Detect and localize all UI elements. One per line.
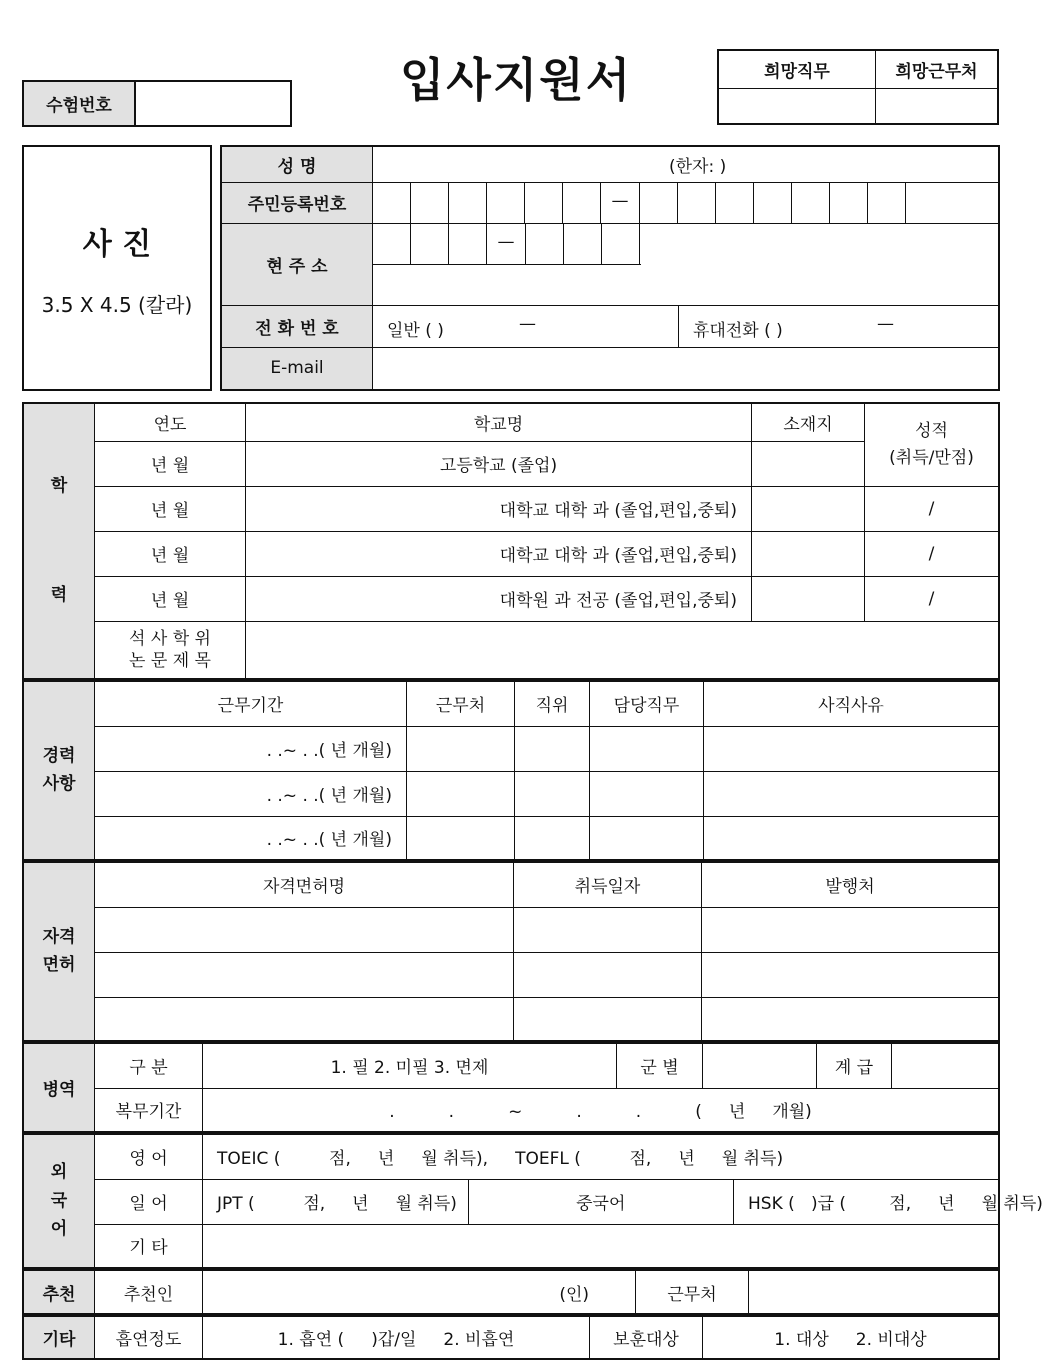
education-year[interactable]: 년 월 xyxy=(95,576,246,621)
phone-general-dash: — xyxy=(519,313,536,334)
education-grade[interactable]: / xyxy=(865,486,1000,531)
hanja-text: (한자: ) xyxy=(669,156,727,177)
license-issuer[interactable] xyxy=(702,907,1000,952)
license-name[interactable] xyxy=(95,997,514,1041)
address-field[interactable] xyxy=(373,223,1000,305)
education-grade[interactable]: / xyxy=(865,531,1000,576)
smoking-label: 흡연정도 xyxy=(95,1316,203,1359)
career-reason[interactable] xyxy=(704,726,1000,771)
career-reason[interactable] xyxy=(704,816,1000,860)
resident-number-field[interactable] xyxy=(373,182,1000,223)
other-language-field[interactable] xyxy=(203,1224,1000,1268)
postal-dash: — xyxy=(487,224,526,264)
career-duty[interactable] xyxy=(590,816,704,860)
recommender-workplace-field[interactable] xyxy=(749,1270,1000,1314)
resident-number-label: 주민등록번호 xyxy=(221,182,373,223)
exam-number-field[interactable] xyxy=(135,81,291,126)
military-period-field[interactable]: . . ~ . . ( 년 개월) xyxy=(203,1088,1000,1132)
education-school[interactable]: 대학원 과 전공 (졸업,편입,중퇴) xyxy=(246,576,752,621)
seal-text: (인) xyxy=(559,1284,589,1305)
email-field[interactable] xyxy=(373,347,1000,390)
career-position[interactable] xyxy=(515,816,590,860)
desired-job-label: 희망직무 xyxy=(718,50,876,88)
phone-field[interactable] xyxy=(373,305,1000,347)
education-location[interactable] xyxy=(752,486,865,531)
education-year[interactable]: 년 월 xyxy=(95,441,246,486)
military-type-options[interactable]: 1. 필 2. 미필 3. 면제 xyxy=(203,1043,617,1088)
license-date[interactable] xyxy=(514,952,702,997)
career-section-label: 경력 사항 xyxy=(23,681,95,860)
etc-table xyxy=(22,1315,1000,1360)
recommend-table xyxy=(22,1269,1000,1315)
name-field[interactable] xyxy=(373,146,1000,182)
military-branch-label: 군 별 xyxy=(617,1043,703,1088)
education-location[interactable] xyxy=(752,441,865,486)
career-company[interactable] xyxy=(407,816,515,860)
veteran-label: 보훈대상 xyxy=(590,1316,703,1359)
english-label: 영 어 xyxy=(95,1134,203,1179)
career-table xyxy=(22,680,1000,861)
resident-dash: — xyxy=(601,183,640,223)
career-period[interactable]: . .~ . .( 년 개월) xyxy=(95,726,407,771)
desired-location-field[interactable] xyxy=(876,88,999,124)
career-company-header: 근무처 xyxy=(407,681,515,726)
page-title: 입사지원서 xyxy=(400,53,633,107)
military-branch-field[interactable] xyxy=(703,1043,817,1088)
education-location[interactable] xyxy=(752,531,865,576)
license-name[interactable] xyxy=(95,952,514,997)
language-section-label: 외 국 어 xyxy=(23,1134,95,1268)
photo-size: 3.5 X 4.5 (칼라) xyxy=(41,293,193,317)
military-rank-field[interactable] xyxy=(892,1043,1000,1088)
license-date-header: 취득일자 xyxy=(514,862,702,907)
exam-number-table xyxy=(22,80,292,127)
license-name-header: 자격면허명 xyxy=(95,862,514,907)
education-table xyxy=(22,402,1000,680)
desired-table xyxy=(717,49,999,125)
career-duty-header: 담당직무 xyxy=(590,681,704,726)
recommender-label: 추천인 xyxy=(95,1270,203,1314)
military-rank-label: 계 급 xyxy=(817,1043,892,1088)
etc-section-label: 기타 xyxy=(23,1316,95,1359)
military-type-label: 구 분 xyxy=(95,1043,203,1088)
exam-number-label: 수험번호 xyxy=(23,81,135,126)
license-date[interactable] xyxy=(514,997,702,1041)
email-label: E-mail xyxy=(221,347,373,390)
recommender-workplace-label: 근무처 xyxy=(636,1270,749,1314)
license-issuer[interactable] xyxy=(702,997,1000,1041)
license-issuer[interactable] xyxy=(702,952,1000,997)
chinese-label: 중국어 xyxy=(468,1179,734,1224)
chinese-field[interactable]: HSK ( )급 ( 점, 년 월 취득) xyxy=(734,1179,1000,1224)
education-school[interactable]: 대학교 대학 과 (졸업,편입,중퇴) xyxy=(246,486,752,531)
career-company[interactable] xyxy=(407,726,515,771)
military-section-label: 병역 xyxy=(23,1043,95,1132)
photo-title: 사 진 xyxy=(82,227,152,262)
education-school[interactable]: 고등학교 (졸업) xyxy=(246,441,752,486)
career-position[interactable] xyxy=(515,726,590,771)
language-table xyxy=(22,1133,1043,1269)
phone-mobile-dash: — xyxy=(877,313,894,334)
education-year-header: 연도 xyxy=(95,403,246,441)
education-grade[interactable]: / xyxy=(865,576,1000,621)
desired-location-label: 희망근무처 xyxy=(876,50,999,88)
career-duty[interactable] xyxy=(590,771,704,816)
license-table xyxy=(22,861,1000,1042)
career-position-header: 직위 xyxy=(515,681,590,726)
career-position[interactable] xyxy=(515,771,590,816)
personal-table xyxy=(220,145,1000,391)
career-company[interactable] xyxy=(407,771,515,816)
license-name[interactable] xyxy=(95,907,514,952)
education-school-header: 학교명 xyxy=(246,403,752,441)
education-location[interactable] xyxy=(752,576,865,621)
education-grade-header: 성적 (취득/만점) xyxy=(865,403,1000,486)
education-year[interactable]: 년 월 xyxy=(95,486,246,531)
veteran-field[interactable]: 1. 대상 2. 비대상 xyxy=(703,1316,1000,1359)
career-reason-header: 사직사유 xyxy=(704,681,1000,726)
name-label: 성 명 xyxy=(221,146,373,182)
desired-job-field[interactable] xyxy=(718,88,876,124)
career-period-header: 근무기간 xyxy=(95,681,407,726)
phone-mobile: 휴대전화 ( ) xyxy=(693,320,783,341)
recommend-section-label: 추천 xyxy=(23,1270,95,1314)
recommender-field[interactable] xyxy=(203,1270,636,1314)
education-year[interactable]: 년 월 xyxy=(95,531,246,576)
license-date[interactable] xyxy=(514,907,702,952)
other-language-label: 기 타 xyxy=(95,1224,203,1268)
english-field[interactable]: TOEIC ( 점, 년 월 취득), TOEFL ( 점, 년 월 취득) xyxy=(203,1134,1000,1179)
smoking-field[interactable]: 1. 흡연 ( )갑/일 2. 비흡연 xyxy=(203,1316,590,1359)
thesis-label: 석 사 학 위 논 문 제 목 xyxy=(95,621,246,679)
education-school[interactable]: 대학교 대학 과 (졸업,편입,중퇴) xyxy=(246,531,752,576)
thesis-field[interactable] xyxy=(246,621,1000,679)
address-label: 현 주 소 xyxy=(221,223,373,305)
military-period-label: 복무기간 xyxy=(95,1088,203,1132)
military-table xyxy=(22,1042,1000,1133)
phone-label: 전 화 번 호 xyxy=(221,305,373,347)
japanese-label: 일 어 xyxy=(95,1179,203,1224)
career-period[interactable]: . .~ . .( 년 개월) xyxy=(95,771,407,816)
education-section-label: 학 력 xyxy=(23,403,95,679)
career-reason[interactable] xyxy=(704,771,1000,816)
career-duty[interactable] xyxy=(590,726,704,771)
license-issuer-header: 발행처 xyxy=(702,862,1000,907)
education-location-header: 소재지 xyxy=(752,403,865,441)
phone-general: 일반 ( ) xyxy=(387,320,444,341)
license-section-label: 자격 면허 xyxy=(23,862,95,1041)
career-period[interactable]: . .~ . .( 년 개월) xyxy=(95,816,407,860)
photo-box xyxy=(22,145,212,391)
japanese-field[interactable]: JPT ( 점, 년 월 취득) xyxy=(203,1179,469,1224)
